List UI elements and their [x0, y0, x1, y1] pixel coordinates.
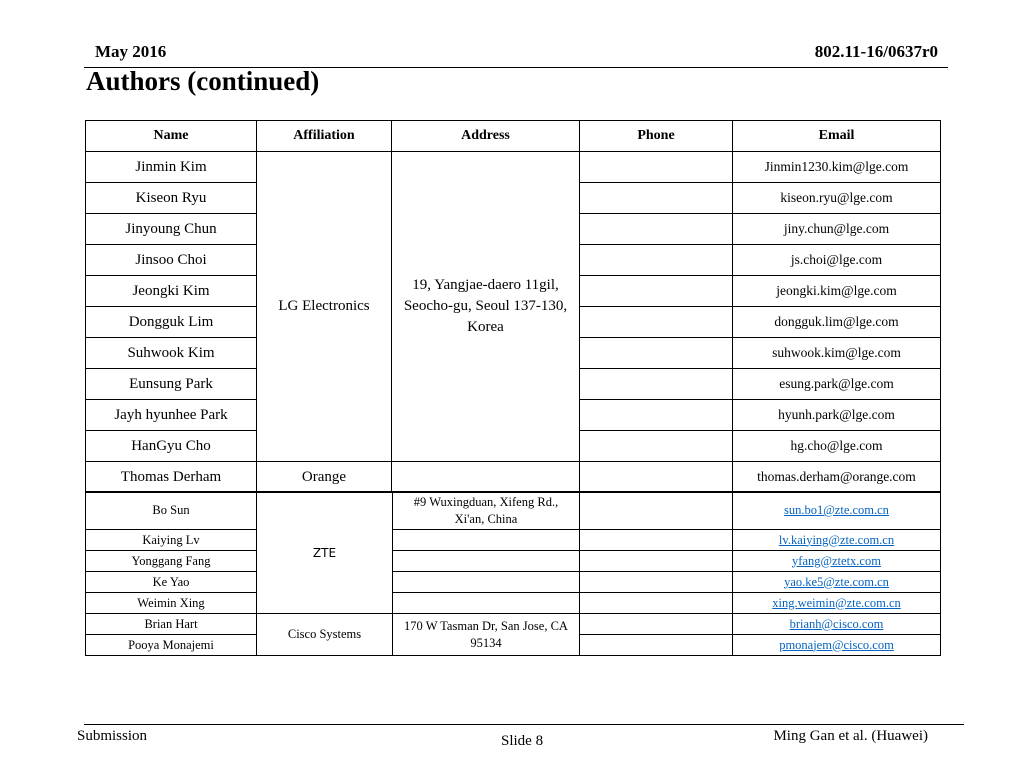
phone-cell [580, 431, 733, 462]
author-name: Kiseon Ryu [86, 183, 257, 214]
phone-cell [580, 152, 733, 183]
phone-cell [580, 593, 733, 614]
author-email-link[interactable]: yfang@ztetx.com [733, 551, 941, 572]
footer-submission: Submission [77, 728, 148, 744]
author-email-link[interactable]: pmonajem@cisco.com [733, 635, 941, 656]
table-row [86, 572, 941, 593]
author-email: js.choi@lge.com [733, 245, 941, 276]
col-header-name: Name [86, 121, 257, 152]
footer-divider [84, 724, 964, 725]
address-cell [393, 551, 580, 572]
col-header-email: Email [733, 121, 941, 152]
author-email-link[interactable]: yao.ke5@zte.com.cn [733, 572, 941, 593]
authors-table-secondary [85, 491, 941, 656]
address-zte: #9 Wuxingduan, Xifeng Rd., Xi'an, China [393, 492, 580, 530]
phone-cell [580, 338, 733, 369]
phone-cell [580, 530, 733, 551]
address-lg: 19, Yangjae-daero 11gil, Seocho-gu, Seoul 137-130, Korea [392, 152, 580, 462]
author-name: HanGyu Cho [86, 431, 257, 462]
phone-cell [580, 492, 733, 530]
author-email: jiny.chun@lge.com [733, 214, 941, 245]
page-title: Authors (continued) [86, 66, 320, 96]
table-row [86, 492, 941, 530]
author-email: jeongki.kim@lge.com [733, 276, 941, 307]
phone-cell [580, 462, 733, 493]
author-name: Pooya Monajemi [86, 635, 257, 656]
author-email: hg.cho@lge.com [733, 431, 941, 462]
phone-cell [580, 183, 733, 214]
address-cisco: 170 W Tasman Dr, San Jose, CA 95134 [393, 614, 580, 656]
author-email: dongguk.lim@lge.com [733, 307, 941, 338]
author-name: Yonggang Fang [86, 551, 257, 572]
phone-cell [580, 551, 733, 572]
col-header-affiliation: Affiliation [257, 121, 392, 152]
address-cell [392, 462, 580, 493]
authors-table-main [85, 120, 941, 493]
phone-cell [580, 614, 733, 635]
author-name: Thomas Derham [86, 462, 257, 493]
table-row [86, 614, 941, 635]
phone-cell [580, 400, 733, 431]
author-name: Jinmin Kim [86, 152, 257, 183]
author-email-link[interactable]: sun.bo1@zte.com.cn [733, 492, 941, 530]
phone-cell [580, 635, 733, 656]
address-cell [393, 530, 580, 551]
author-email: esung.park@lge.com [733, 369, 941, 400]
author-email: suhwook.kim@lge.com [733, 338, 941, 369]
author-name: Jayh hyunhee Park [86, 400, 257, 431]
author-name: Suhwook Kim [86, 338, 257, 369]
author-email: Jinmin1230.kim@lge.com [733, 152, 941, 183]
author-name: Jinsoo Choi [86, 245, 257, 276]
affiliation-lg: LG Electronics [257, 152, 392, 462]
address-cell [393, 572, 580, 593]
author-affiliation: Orange [257, 462, 392, 493]
footer-author: Ming Gan et al. (Huawei) [773, 728, 928, 744]
phone-cell [580, 214, 733, 245]
affiliation-zte: ZTE [257, 492, 393, 614]
author-name: Jinyoung Chun [86, 214, 257, 245]
slide-number: Slide 8 [501, 733, 544, 749]
address-cell [393, 593, 580, 614]
phone-cell [580, 572, 733, 593]
table-row [86, 462, 941, 493]
phone-cell [580, 307, 733, 338]
author-email: hyunh.park@lge.com [733, 400, 941, 431]
author-email: kiseon.ryu@lge.com [733, 183, 941, 214]
phone-cell [580, 369, 733, 400]
author-email-link[interactable]: brianh@cisco.com [733, 614, 941, 635]
table-header-row [86, 121, 941, 152]
table-row [86, 593, 941, 614]
table-row [86, 530, 941, 551]
col-header-address: Address [392, 121, 580, 152]
author-name: Ke Yao [86, 572, 257, 593]
author-email-link[interactable]: lv.kaiying@zte.com.cn [733, 530, 941, 551]
author-name: Jeongki Kim [86, 276, 257, 307]
author-name: Weimin Xing [86, 593, 257, 614]
col-header-phone: Phone [580, 121, 733, 152]
author-name: Dongguk Lim [86, 307, 257, 338]
author-email-link[interactable]: xing.weimin@zte.com.cn [733, 593, 941, 614]
header-date: May 2016 [95, 42, 167, 61]
affiliation-cisco: Cisco Systems [257, 614, 393, 656]
phone-cell [580, 276, 733, 307]
phone-cell [580, 245, 733, 276]
header-doc-id: 802.11-16/0637r0 [814, 42, 938, 61]
author-name: Brian Hart [86, 614, 257, 635]
author-name: Eunsung Park [86, 369, 257, 400]
table-row [86, 551, 941, 572]
author-name: Kaiying Lv [86, 530, 257, 551]
author-name: Bo Sun [86, 492, 257, 530]
table-row [86, 152, 941, 183]
author-email: thomas.derham@orange.com [733, 462, 941, 493]
